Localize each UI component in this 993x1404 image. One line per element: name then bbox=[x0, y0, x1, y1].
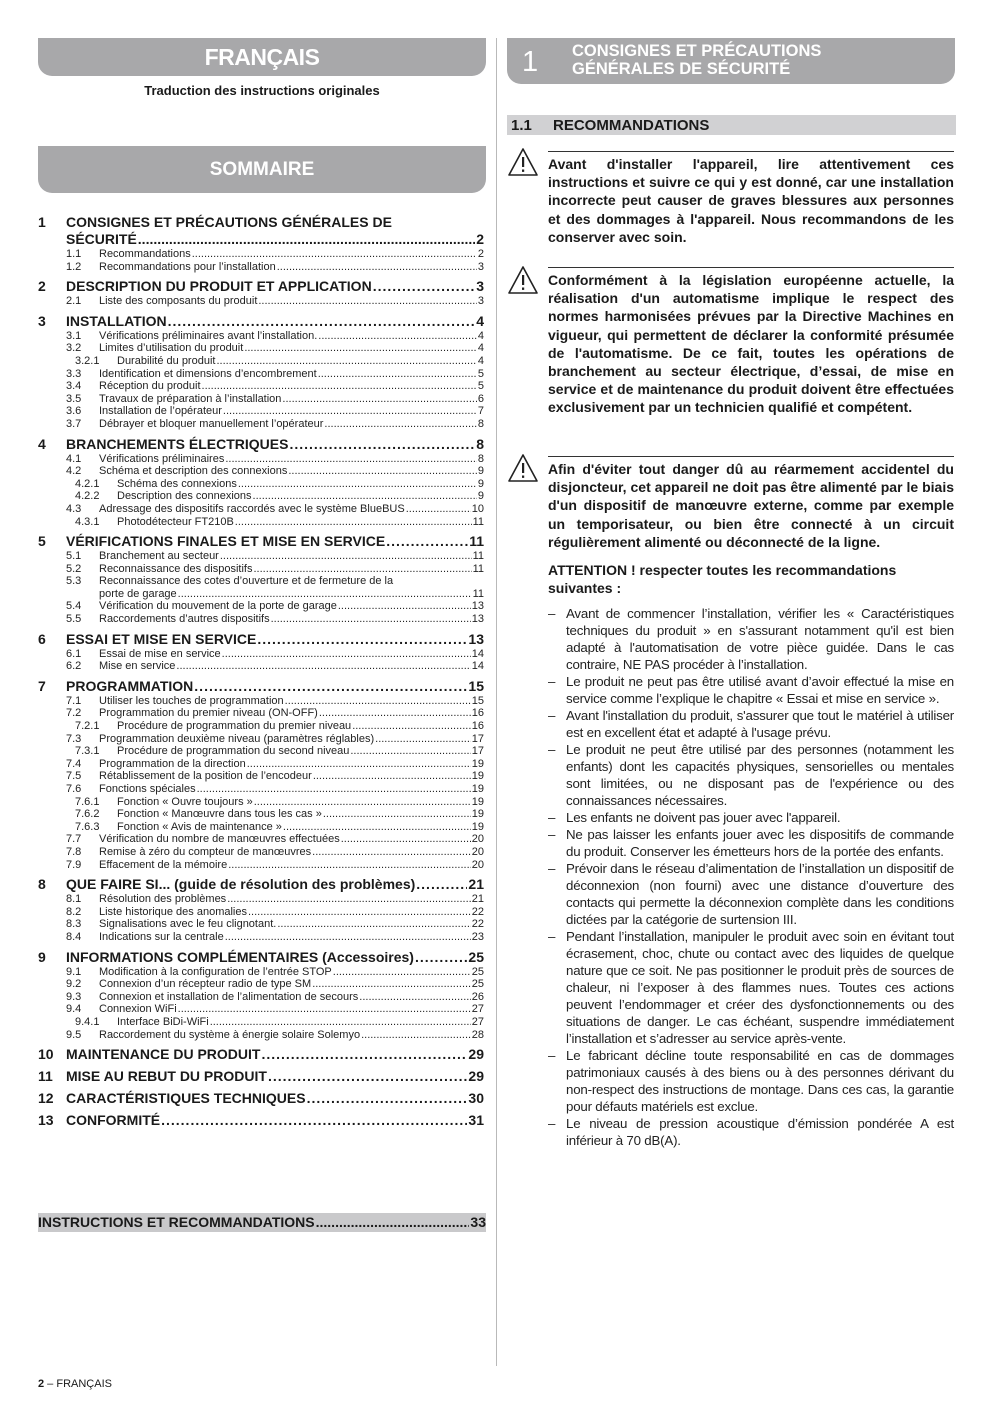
list-item: – Les enfants ne doivent pas jouer avec l'appareil. bbox=[548, 809, 954, 826]
toc-subentry-title: Connexion d’un récepteur radio de type SM bbox=[99, 978, 312, 991]
toc-entry-page: 15 bbox=[468, 677, 484, 694]
toc-subentry-title: Vérifications préliminaires avant l’installation. bbox=[99, 329, 318, 342]
toc-subentry-number: 9.5 bbox=[66, 1028, 82, 1041]
toc-subentry[interactable] bbox=[38, 261, 484, 274]
toc-entry-page: 4 bbox=[476, 312, 484, 329]
toc-subentry-page: 5 bbox=[477, 380, 484, 393]
warning-icon bbox=[507, 147, 539, 177]
toc-subentry[interactable] bbox=[38, 833, 484, 846]
toc-entry-title: DESCRIPTION DU PRODUIT ET APPLICATION bbox=[66, 278, 372, 295]
toc-subentry-page: 11 bbox=[472, 515, 484, 528]
toc-subentry-page: 26 bbox=[471, 990, 484, 1003]
toc-subentry[interactable] bbox=[38, 648, 484, 661]
toc-entry[interactable] bbox=[38, 949, 484, 966]
toc-subentry-number: 7.6 bbox=[66, 783, 82, 795]
toc-subentry-page: 9 bbox=[477, 465, 484, 478]
toc-section bbox=[38, 278, 484, 308]
toc-subentry-page: 9 bbox=[477, 477, 484, 490]
warning-icon bbox=[507, 453, 539, 483]
toc-header: SOMMAIRE bbox=[38, 146, 486, 193]
toc-entry[interactable] bbox=[38, 533, 484, 550]
toc-subentry-title: Travaux de préparation à l’installation bbox=[99, 392, 282, 405]
list-item: – Le niveau de pression acoustique d’émission pondérée A est inférieur à 70 dB(A). bbox=[548, 1115, 954, 1149]
toc-entry[interactable] bbox=[38, 678, 484, 695]
toc-entry-page: 2 bbox=[476, 231, 484, 247]
toc-subentry-number: 5.5 bbox=[66, 613, 82, 626]
toc-subentry-page: 8 bbox=[477, 452, 484, 465]
warning-text-2: Conformément à la législation européenne actuelle, la réalisation d'un automatisme implique le respect des normes harmonisées prévues par la Directive Machines en vigueur, qui permettent de déclarer la conformité présumée de l'automatisme. De ce fait, toutes les opérations de branchement au secteur électrique, d’essai, de mise en service et de maintenance du produit doivent être effectuées exclusivement par un technicien qualifié et compétent. bbox=[548, 267, 954, 417]
toc-subentry-title: Raccordements d’autres dispositifs bbox=[99, 613, 270, 626]
toc-section bbox=[38, 876, 484, 943]
page-footer-text: – FRANÇAIS bbox=[44, 1378, 112, 1390]
toc-subentry[interactable] bbox=[38, 295, 484, 308]
chapter-title bbox=[572, 42, 821, 78]
toc-subentry-page: 19 bbox=[471, 820, 484, 833]
toc-subentry[interactable] bbox=[38, 733, 484, 746]
toc-subentry[interactable] bbox=[38, 808, 484, 821]
page-footer bbox=[38, 1378, 112, 1390]
toc-subentry-number: 4.2.1 bbox=[75, 477, 100, 490]
toc-subentry-title: Fonction « Avis de maintenance » bbox=[117, 820, 282, 833]
toc-subentry-title: Description des connexions bbox=[117, 490, 252, 503]
toc-subentry-number: 7.6.1 bbox=[75, 795, 100, 808]
toc-subentry-number: 4.1 bbox=[66, 452, 82, 465]
toc-subentry-page: 6 bbox=[477, 392, 484, 405]
toc-subentry-number: 3.5 bbox=[66, 392, 82, 405]
toc-subentry-page: 7 bbox=[477, 405, 484, 418]
toc-subentry-title: Effacement de la mémoire bbox=[99, 858, 228, 871]
toc-section bbox=[38, 678, 484, 871]
toc-subentry-title: Adressage des dispositifs raccordés avec le système BlueBUS bbox=[99, 502, 405, 515]
warning-text-1: Avant d'installer l'appareil, lire attentivement ces instructions et suivre ce qui y est donné, car une installation incorrecte peut causer de graves blessures aux personnes et des dommages à l'appareil. Nous recommandons de les conserver avec soin. bbox=[548, 151, 954, 246]
toc-section bbox=[38, 1090, 484, 1107]
toc-entry-title: CONFORMITÉ bbox=[66, 1112, 161, 1129]
toc-subentry-page: 9 bbox=[477, 490, 484, 503]
toc-subentry[interactable] bbox=[38, 563, 484, 576]
toc-subentry-page: 11 bbox=[472, 550, 484, 563]
list-item: – Ne pas laisser les enfants jouer avec les dispositifs de commande du produit. Conserver les émetteurs hors de la portée des enfants. bbox=[548, 826, 954, 860]
toc-entry-title: CARACTÉRISTIQUES TECHNIQUES bbox=[66, 1090, 306, 1107]
toc-entry-page: 13 bbox=[468, 630, 484, 647]
toc-subentry[interactable] bbox=[38, 796, 484, 809]
toc-subentry-title: Résolution des problèmes bbox=[99, 893, 227, 906]
toc-subentry-title: Limites d’utilisation du produit bbox=[99, 342, 244, 355]
toc-entry-title: INFORMATIONS COMPLÉMENTAIRES (Accessoires) bbox=[66, 948, 414, 965]
toc-entry[interactable] bbox=[38, 1068, 484, 1085]
toc-entry-number: 11 bbox=[38, 1068, 53, 1085]
attention-text: ATTENTION ! respecter toutes les recommandations suivantes : bbox=[548, 562, 897, 596]
toc-subentry-title: Recommandations bbox=[99, 248, 191, 260]
toc-subentry[interactable] bbox=[38, 613, 484, 626]
toc-entry-number: 9 bbox=[38, 948, 46, 965]
toc-entry-page: 29 bbox=[468, 1046, 484, 1063]
toc-subentry-title: Connexion et installation de l’alimentation de secours bbox=[99, 990, 359, 1003]
toc-subentry[interactable] bbox=[38, 405, 484, 418]
toc-entry-page: 29 bbox=[468, 1068, 484, 1085]
toc-footer[interactable] bbox=[38, 1213, 486, 1232]
toc-subentry-number: 7.4 bbox=[66, 757, 82, 770]
toc-subentry-number: 3.6 bbox=[66, 405, 82, 418]
toc-subentry-number: 3.1 bbox=[66, 329, 82, 342]
toc-subentry-title: Branchement au secteur bbox=[99, 550, 219, 563]
toc-subentry-page: 4 bbox=[477, 329, 484, 342]
toc-subentry[interactable] bbox=[38, 707, 484, 720]
toc-entry-number: 12 bbox=[38, 1090, 54, 1107]
toc-subentry-number: 2.1 bbox=[66, 295, 82, 308]
toc-subentry-number: 4.2.2 bbox=[75, 490, 100, 503]
list-item: – Le fabricant décline toute responsabilité en cas de dommages patrimoniaux causés à des biens ou à des personnes dérivant du non-respect des instructions de montage. Dans ces cas, la garantie pour défauts matériels est exclue. bbox=[548, 1047, 954, 1115]
toc-entry-page: 3 bbox=[476, 278, 484, 295]
toc-subentry-number: 8.2 bbox=[66, 905, 82, 918]
list-item: – Le produit ne peut être utilisé par des personnes (notamment les enfants) dont les capacités physiques, sensorielles ou mentales sont limitées, ou ne disposant pas de l'expérience ou des connaissances nécessaires. bbox=[548, 741, 954, 809]
toc-subentry[interactable] bbox=[38, 846, 484, 859]
toc-subentry-title: Remise à zéro du compteur de manœuvres bbox=[99, 845, 312, 858]
toc-subentry-number: 8.4 bbox=[66, 930, 82, 943]
toc-entry-number: 10 bbox=[38, 1046, 54, 1063]
toc-subentry[interactable] bbox=[38, 575, 484, 600]
toc-subentry-page: 22 bbox=[471, 905, 484, 918]
toc-subentry-number: 9.4.1 bbox=[75, 1015, 100, 1028]
toc-subentry[interactable] bbox=[38, 465, 484, 478]
toc-subentry-page: 19 bbox=[471, 808, 484, 821]
toc-subentry[interactable] bbox=[38, 1003, 484, 1016]
toc-subentry[interactable] bbox=[38, 418, 484, 431]
toc-subentry-page: 4 bbox=[477, 342, 484, 355]
toc-section bbox=[38, 631, 484, 673]
toc-subentry-number: 7.6.3 bbox=[75, 820, 100, 833]
toc-subentry[interactable] bbox=[38, 758, 484, 771]
toc-subentry[interactable] bbox=[38, 1029, 484, 1042]
toc-entry-number: 1 bbox=[38, 214, 46, 230]
toc-subentry-page: 13 bbox=[471, 600, 484, 613]
section-number: 1.1 bbox=[511, 117, 532, 134]
list-item: – Pendant l’installation, manipuler le produit avec soin en évitant tout écrasement, choc, chute ou contact avec des liquides de quelque nature que ce soit. Ne pas positionner le produit près de sources de chaleur, ni l’exposer à des flammes nues. Toutes ces actions peuvent l’endommager et créer des dysfonctionnements ou des situations de danger. Le cas échéant, suspendre immédiatement l’installation et s’adresser au service après-vente. bbox=[548, 928, 954, 1047]
toc-subentry-title: Rétablissement de la position de l’encodeur bbox=[99, 770, 312, 783]
toc-subentry-page: 8 bbox=[477, 417, 484, 430]
toc-subentry-number: 8.3 bbox=[66, 918, 82, 931]
toc-section bbox=[38, 1068, 484, 1085]
toc-subentry-page: 20 bbox=[471, 858, 484, 871]
toc-subentry-page: 14 bbox=[471, 660, 484, 673]
toc-subentry-title: Schéma et description des connexions bbox=[99, 465, 288, 478]
toc-entry-title: BRANCHEMENTS ÉLECTRIQUES bbox=[66, 435, 289, 452]
toc-entry-page: 25 bbox=[468, 948, 484, 965]
toc-entry[interactable] bbox=[38, 313, 484, 330]
toc-subentry-title: Procédure de programmation du second niveau bbox=[117, 745, 350, 758]
list-item: – Prévoir dans le réseau d’alimentation de l’installation un dispositif de déconnexion (non fourni) avec une distance d’ouverture des contacts qui permette la déconnexion complète dans les conditions dictées par la catégorie de surtension III. bbox=[548, 860, 954, 928]
toc-subentry-page: 19 bbox=[471, 783, 484, 795]
toc-subentry[interactable] bbox=[38, 931, 484, 944]
toc-subentry-title: Procédure de programmation du premier niveau bbox=[117, 720, 352, 733]
toc-subentry-page: 27 bbox=[471, 1003, 484, 1016]
toc-subentry[interactable] bbox=[38, 821, 484, 834]
toc-subentry-number: 3.2 bbox=[66, 342, 82, 355]
toc-subentry-title: Interface BiDi-WiFi bbox=[117, 1015, 209, 1028]
toc-subentry-number: 9.1 bbox=[66, 965, 82, 978]
toc-subentry-number: 3.2.1 bbox=[75, 354, 100, 367]
toc-entry-title: MAINTENANCE DU PRODUIT bbox=[66, 1046, 261, 1063]
toc-subentry[interactable] bbox=[38, 918, 484, 931]
toc-section bbox=[38, 533, 484, 626]
toc-subentry-page: 11 bbox=[472, 562, 484, 575]
toc-subentry-title: Installation de l’opérateur bbox=[99, 405, 222, 418]
toc-subentry-number: 3.7 bbox=[66, 417, 82, 430]
toc-subentry[interactable] bbox=[38, 393, 484, 406]
table-of-contents bbox=[38, 214, 484, 1134]
toc-subentry-page: 3 bbox=[477, 295, 484, 308]
toc-subentry-page: 14 bbox=[471, 647, 484, 660]
toc-footer-title: INSTRUCTIONS ET RECOMMANDATIONS bbox=[38, 1214, 315, 1230]
toc-subentry-number: 9.3 bbox=[66, 990, 82, 1003]
toc-entry[interactable] bbox=[38, 1046, 484, 1063]
toc-entry-number: 5 bbox=[38, 533, 46, 550]
toc-entry-page: 31 bbox=[468, 1112, 484, 1129]
toc-subentry-number: 5.4 bbox=[66, 600, 82, 613]
toc-subentry-number: 7.6.2 bbox=[75, 808, 100, 821]
toc-subentry-number: 4.3 bbox=[66, 502, 82, 515]
toc-subentry-page: 22 bbox=[471, 918, 484, 931]
toc-subentry[interactable] bbox=[38, 248, 484, 261]
toc-subentry-number: 7.9 bbox=[66, 858, 82, 871]
toc-subentry[interactable] bbox=[38, 770, 484, 783]
toc-entry[interactable] bbox=[38, 876, 484, 893]
toc-subentry-page: 3 bbox=[477, 260, 484, 273]
toc-subentry[interactable] bbox=[38, 966, 484, 979]
toc-entry-title: ESSAI ET MISE EN SERVICE bbox=[66, 630, 257, 647]
toc-subentry-number: 7.1 bbox=[66, 694, 82, 707]
toc-section bbox=[38, 949, 484, 1042]
toc-subentry[interactable] bbox=[38, 745, 484, 758]
toc-subentry[interactable] bbox=[38, 490, 484, 503]
toc-subentry[interactable] bbox=[38, 380, 484, 393]
toc-entry-number: 4 bbox=[38, 435, 46, 452]
toc-subentry-title: Programmation du premier niveau (ON-OFF) bbox=[99, 707, 318, 720]
toc-section bbox=[38, 436, 484, 529]
toc-subentry-page: 17 bbox=[471, 732, 484, 745]
toc-subentry-page: 4 bbox=[477, 354, 484, 367]
toc-subentry-number: 6.2 bbox=[66, 660, 82, 673]
toc-subentry-number: 5.2 bbox=[66, 562, 82, 575]
warning-icon bbox=[507, 265, 539, 295]
toc-subentry-title: Programmation deuxième niveau (paramètres réglables) bbox=[99, 732, 375, 745]
page-number: 2 bbox=[38, 1378, 45, 1390]
language-header: FRANÇAIS bbox=[38, 38, 486, 76]
list-item: – Avant l'installation du produit, s'assurer que tout le matériel à utiliser est en excellent état et adapté à l'usage prévu. bbox=[548, 707, 954, 741]
list-item: – Avant de commencer l’installation, vérifier les « Caractéristiques techniques du produit » en s'assurant notamment qu'il est bien adapté à l'automatisation de votre pièce guidée. Dans le cas contraire, NE PAS procéder à l’installation. bbox=[548, 605, 954, 673]
toc-subentry-number: 9.4 bbox=[66, 1003, 82, 1016]
toc-entry-number: 6 bbox=[38, 630, 46, 647]
chapter-title-line2: GÉNÉRALES DE SÉCURITÉ bbox=[572, 60, 791, 78]
toc-subentry-number: 5.1 bbox=[66, 550, 82, 563]
toc-subentry[interactable] bbox=[38, 695, 484, 708]
toc-subentry-title: porte de garage bbox=[99, 587, 177, 600]
toc-subentry-title: Reconnaissance des dispositifs bbox=[99, 562, 253, 575]
toc-entry-number: 3 bbox=[38, 312, 46, 329]
subtitle: Traduction des instructions originales bbox=[144, 83, 380, 98]
toc-subentry-number: 7.2.1 bbox=[75, 720, 100, 733]
toc-subentry-page: 19 bbox=[471, 757, 484, 770]
toc-subentry-page: 17 bbox=[471, 745, 484, 758]
toc-entry-title: VÉRIFICATIONS FINALES ET MISE EN SERVICE bbox=[66, 533, 386, 550]
toc-subentry-page: 21 bbox=[471, 893, 484, 906]
toc-subentry-number: 7.3.1 bbox=[75, 745, 100, 758]
toc-subentry-number: 4.3.1 bbox=[75, 515, 100, 528]
toc-entry-number: 2 bbox=[38, 278, 46, 295]
toc-subentry-title: Essai de mise en service bbox=[99, 647, 221, 660]
toc-subentry-number: 6.1 bbox=[66, 647, 82, 660]
toc-subentry-title: Modification à la configuration de l’entrée STOP bbox=[99, 965, 332, 978]
toc-subentry[interactable] bbox=[38, 893, 484, 906]
toc-subentry[interactable] bbox=[38, 503, 484, 516]
toc-entry-page: 8 bbox=[476, 435, 484, 452]
toc-subentry-number: 7.3 bbox=[66, 732, 82, 745]
toc-entry[interactable] bbox=[38, 278, 484, 295]
toc-subentry-title: Mise en service bbox=[99, 660, 176, 673]
toc-subentry-title: Débrayer et bloquer manuellement l’opérateur bbox=[99, 417, 324, 430]
toc-subentry[interactable] bbox=[38, 368, 484, 381]
toc-subentry-title: Vérification du nombre de manœuvres effectuées bbox=[99, 833, 340, 846]
toc-entry-page: 11 bbox=[469, 533, 484, 550]
toc-section bbox=[38, 1112, 484, 1129]
toc-subentry-page: 27 bbox=[471, 1015, 484, 1028]
toc-entry-number: 13 bbox=[38, 1112, 54, 1129]
toc-entry[interactable] bbox=[38, 214, 484, 248]
toc-subentry[interactable] bbox=[38, 355, 484, 368]
toc-subentry-page: 16 bbox=[471, 720, 484, 733]
toc-subentry-page: 11 bbox=[472, 587, 484, 600]
toc-subentry-page: 20 bbox=[471, 833, 484, 846]
toc-subentry[interactable] bbox=[38, 720, 484, 733]
toc-subentry-title: Schéma des connexions bbox=[117, 477, 237, 490]
toc-subentry-number: 5.3 bbox=[66, 575, 82, 588]
toc-footer-page: 33 bbox=[470, 1214, 486, 1230]
toc-subentry-page: 19 bbox=[471, 795, 484, 808]
toc-subentry-title: Fonctions spéciales bbox=[99, 783, 196, 795]
toc-subentry-page: 5 bbox=[477, 367, 484, 380]
toc-section bbox=[38, 313, 484, 431]
toc-subentry-page: 25 bbox=[471, 965, 484, 978]
toc-subentry-page: 10 bbox=[471, 502, 484, 515]
list-item: – Le produit ne peut pas être utilisé avant d’avoir effectué la mise en service comme l’explique le chapitre « Essai et mise en service ». bbox=[548, 673, 954, 707]
toc-entry[interactable] bbox=[38, 631, 484, 648]
toc-subentry-number: 1.1 bbox=[66, 248, 82, 260]
toc-subentry-number: 4.2 bbox=[66, 465, 82, 478]
recommendation-list bbox=[548, 605, 954, 1149]
toc-subentry-title: Réception du produit bbox=[99, 380, 201, 393]
toc-entry-title: QUE FAIRE SI... (guide de résolution des problèmes) bbox=[66, 876, 416, 893]
toc-subentry[interactable] bbox=[38, 859, 484, 872]
section-header bbox=[507, 115, 956, 135]
toc-subentry[interactable] bbox=[38, 342, 484, 355]
chapter-title-line1: CONSIGNES ET PRÉCAUTIONS bbox=[572, 42, 822, 60]
toc-entry-title: SÉCURITÉ bbox=[66, 231, 137, 247]
toc-subentry-page: 20 bbox=[471, 845, 484, 858]
toc-subentry[interactable] bbox=[38, 660, 484, 673]
toc-subentry-page: 15 bbox=[471, 694, 484, 707]
toc-subentry-number: 3.3 bbox=[66, 367, 82, 380]
toc-subentry[interactable] bbox=[38, 991, 484, 1004]
toc-entry[interactable] bbox=[38, 436, 484, 453]
toc-subentry[interactable] bbox=[38, 906, 484, 919]
toc-subentry-page: 23 bbox=[471, 930, 484, 943]
toc-entry-title-line1: CONSIGNES ET PRÉCAUTIONS GÉNÉRALES DE bbox=[66, 214, 392, 230]
toc-subentry-number: 7.5 bbox=[66, 770, 82, 783]
toc-subentry[interactable] bbox=[38, 550, 484, 563]
toc-subentry-title: Utiliser les touches de programmation bbox=[99, 694, 284, 707]
toc-subentry-number: 7.8 bbox=[66, 845, 82, 858]
toc-subentry-page: 19 bbox=[471, 770, 484, 783]
toc-subentry-number: 3.4 bbox=[66, 380, 82, 393]
toc-subentry-title: Photodétecteur FT210B bbox=[117, 515, 234, 528]
toc-entry[interactable] bbox=[38, 1090, 484, 1107]
toc-entry-page: 30 bbox=[468, 1090, 484, 1107]
toc-entry-page: 21 bbox=[468, 876, 484, 893]
toc-subentry-page: 2 bbox=[477, 248, 484, 260]
toc-subentry[interactable] bbox=[38, 600, 484, 613]
toc-subentry-page: 25 bbox=[471, 978, 484, 991]
chapter-number: 1 bbox=[522, 46, 539, 78]
chapter-header bbox=[507, 38, 955, 84]
toc-subentry-title: Liste historique des anomalies bbox=[99, 905, 247, 918]
toc-subentry-title: Signalisations avec le feu clignotant. bbox=[99, 918, 277, 931]
toc-subentry[interactable] bbox=[38, 453, 484, 466]
toc-subentry[interactable] bbox=[38, 516, 484, 529]
toc-subentry-page: 13 bbox=[471, 613, 484, 626]
column-divider bbox=[496, 38, 497, 1366]
toc-subentry-title: Indications sur la centrale bbox=[99, 930, 224, 943]
toc-subentry-title: Durabilité du produit bbox=[117, 354, 216, 367]
toc-subentry-number: 1.2 bbox=[66, 260, 82, 273]
toc-subentry-page: 28 bbox=[471, 1028, 484, 1041]
toc-subentry[interactable] bbox=[38, 330, 484, 343]
toc-subentry-number: 8.1 bbox=[66, 893, 82, 906]
warning-text-3: Afin d'éviter tout danger dû au réarmement accidentel du disjoncteur, cet appareil ne doit pas être alimenté par le biais d'un dispositif de manœuvre externe, comme par exemple un temporisateur, ou bien être connecté à un circuit régulièrement alimenté ou déconnecté de la ligne. bbox=[548, 456, 954, 551]
toc-entry-number: 7 bbox=[38, 677, 46, 694]
toc-subentry[interactable] bbox=[38, 1016, 484, 1029]
toc-subentry-title: Fonction « Manœuvre dans tous les cas » bbox=[117, 808, 322, 821]
toc-subentry-number: 7.2 bbox=[66, 707, 82, 720]
toc-entry[interactable] bbox=[38, 1112, 484, 1129]
toc-subentry[interactable] bbox=[38, 478, 484, 491]
toc-subentry-number: 7.7 bbox=[66, 833, 82, 846]
toc-subentry-title: Recommandations pour l’installation bbox=[99, 260, 276, 273]
toc-subentry-number: 9.2 bbox=[66, 978, 82, 991]
toc-subentry-title-line1: Reconnaissance des cotes d’ouverture et de fermeture de la bbox=[99, 575, 394, 588]
toc-subentry[interactable] bbox=[38, 978, 484, 991]
toc-subentry-title: Liste des composants du produit bbox=[99, 295, 258, 308]
toc-entry-title: INSTALLATION bbox=[66, 312, 167, 329]
toc-entry-title: MISE AU REBUT DU PRODUIT bbox=[66, 1068, 267, 1085]
section-title: RECOMMANDATIONS bbox=[553, 117, 710, 134]
toc-subentry[interactable] bbox=[38, 783, 484, 796]
toc-subentry-title: Fonction « Ouvre toujours » bbox=[117, 795, 253, 808]
toc-subentry-title: Raccordement du système à énergie solaire Solemyo bbox=[99, 1028, 361, 1041]
toc-subentry-title: Programmation de la direction bbox=[99, 757, 246, 770]
toc-entry-number: 8 bbox=[38, 876, 46, 893]
toc-subentry-title: Vérifications préliminaires bbox=[99, 452, 225, 465]
toc-subentry-title: Vérification du mouvement de la porte de garage bbox=[99, 600, 337, 613]
toc-subentry-page: 16 bbox=[471, 707, 484, 720]
toc-subentry-title: Identification et dimensions d’encombrement bbox=[99, 367, 317, 380]
toc-entry-title: PROGRAMMATION bbox=[66, 677, 194, 694]
toc-section bbox=[38, 214, 484, 273]
toc-section bbox=[38, 1046, 484, 1063]
toc-subentry-title: Connexion WiFi bbox=[99, 1003, 177, 1016]
